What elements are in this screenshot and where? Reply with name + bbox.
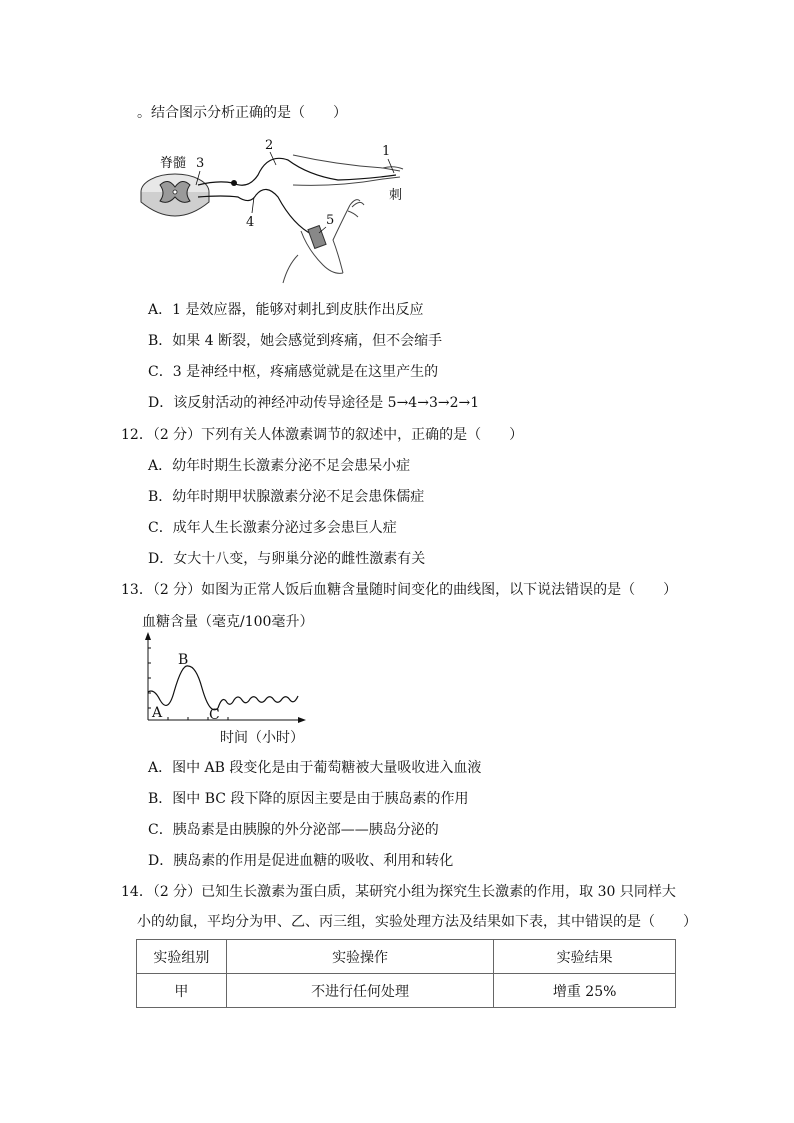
y-axis-arrow (145, 632, 151, 640)
chart-xlabel: 时间（小时） (220, 730, 304, 746)
label-4: 4 (246, 215, 255, 230)
table-cell-result: 增重 25% (494, 974, 676, 1008)
x-axis-arrow (298, 717, 306, 723)
table-header-cell: 实验组别 (137, 940, 227, 974)
table-row (137, 974, 676, 1008)
table-header-cell: 实验结果 (494, 940, 676, 974)
label-2: 2 (265, 138, 274, 153)
point-label-b: B (178, 652, 189, 668)
spinal-cord-drawing (141, 174, 209, 216)
arm-drawing (283, 155, 403, 283)
q11-option-c: C．3 是神经中枢，疼痛感觉就是在这里产生的 (148, 364, 439, 380)
q14-stem-line2: 小的幼鼠，平均分为甲、乙、丙三组，实验处理方法及结果如下表，其中错误的是（ ） (137, 914, 697, 930)
q13-option-b: B．图中 BC 段下降的原因主要是由于胰岛素的作用 (148, 791, 469, 807)
reflex-arc-figure (138, 135, 413, 285)
label-5: 5 (326, 213, 335, 228)
q11-option-b: B．如果 4 断裂，她会感觉到疼痛，但不会缩手 (148, 333, 443, 349)
q11-option-a: A．1 是效应器，能够对刺扎到皮肤作出反应 (148, 302, 424, 318)
q12-option-c: C．成年人生长激素分泌过多会患巨人症 (148, 520, 397, 536)
q12-option-d: D．女大十八变，与卵巢分泌的雌性激素有关 (148, 551, 426, 567)
table-cell-group: 甲 (137, 974, 227, 1008)
motor-nerve-4 (198, 189, 313, 235)
ganglion-dot (231, 180, 237, 186)
q13-option-d: D．胰岛素的作用是促进血糖的吸收、利用和转化 (148, 853, 454, 869)
q13-stem: 13．（2 分）如图为正常人饭后血糖含量随时间变化的曲线图，以下说法错误的是（ ） (121, 582, 678, 598)
label-1: 1 (382, 144, 391, 159)
q13-option-a: A．图中 AB 段变化是由于葡萄糖被大量吸收进入血液 (148, 760, 482, 776)
blood-sugar-curve (148, 666, 298, 710)
q13-option-c: C．胰岛素是由胰腺的外分泌部——胰岛分泌的 (148, 822, 439, 838)
q11-option-d: D．该反射活动的神经冲动传导途径是 5→4→3→2→1 (148, 395, 480, 411)
q12-stem: 12．（2 分）下列有关人体激素调节的叙述中，正确的是（ ） (121, 427, 524, 443)
point-label-c: C (209, 707, 220, 723)
table-header-cell: 实验操作 (226, 940, 493, 974)
experiment-table (136, 939, 676, 1008)
q12-option-a: A．幼年时期生长激素分泌不足会患呆小症 (148, 458, 411, 474)
table-header-row (137, 940, 676, 974)
q12-option-b: B．幼年时期甲状腺激素分泌不足会患侏儒症 (148, 489, 425, 505)
blood-sugar-chart (138, 608, 318, 750)
chart-ylabel: 血糖含量（毫克/100毫升） (142, 614, 314, 630)
point-label-a: A (152, 705, 163, 721)
label-3: 3 (196, 156, 205, 171)
q11-stem: 。结合图示分析正确的是（ ） (137, 105, 347, 121)
label-spinal-cord: 脊髓 (160, 156, 187, 171)
table-cell-operation: 不进行任何处理 (226, 974, 493, 1008)
label-stab: 刺 (389, 188, 403, 203)
q14-stem-line1: 14．（2 分）已知生长激素为蛋白质，某研究小组为探究生长激素的作用，取 30 只同样大 (121, 884, 676, 900)
